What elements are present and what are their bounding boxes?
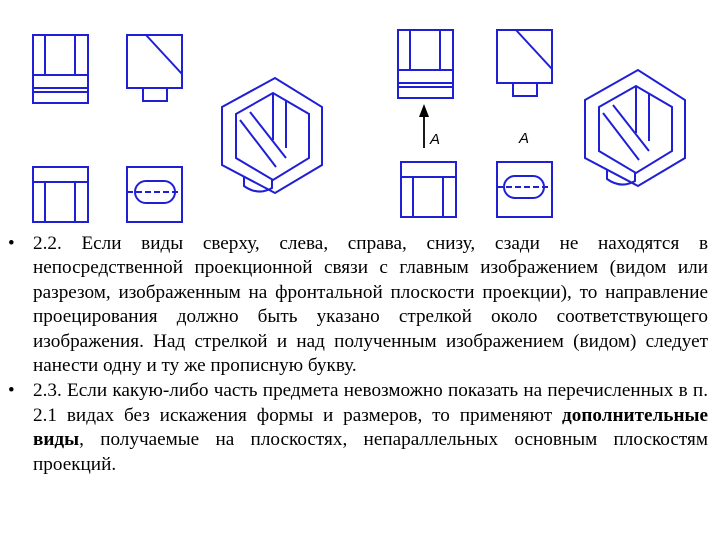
- isometric-view-right: [585, 70, 685, 186]
- top-view-left: [127, 167, 182, 222]
- list-item: [8, 379, 708, 477]
- paragraph-2-3: [33, 379, 708, 477]
- bullet-icon: •: [8, 380, 15, 402]
- term-additional-views: дополнительные виды: [33, 404, 708, 451]
- top-view-right: [497, 162, 552, 217]
- list-item: [8, 232, 708, 378]
- bottom-view-left: [33, 167, 88, 222]
- paragraph-text-end: , получаемые на плоскостях, непараллельных основным плоскостям проекций.: [33, 429, 708, 475]
- paragraph-text-start: 2.3. Если какую-либо часть предмета невозможно показать на перечисленных в п. 2.1 видах без искажения формы и размеров, то применяют: [33, 380, 708, 426]
- view-direction-arrow: [419, 104, 429, 148]
- text-block: [8, 232, 708, 478]
- view-letter-plain: A: [519, 130, 530, 147]
- isometric-view-left: [222, 78, 322, 193]
- front-view-left: [33, 35, 88, 103]
- view-letter-arrow: A: [430, 131, 441, 148]
- front-view-right: [398, 30, 453, 98]
- drawing-figures: [0, 0, 720, 230]
- bullet-icon: •: [8, 233, 15, 254]
- bottom-view-right: [401, 162, 456, 217]
- paragraph-2-2: 2.2. Если виды сверху, слева, справа, снизу, сзади не находятся в непосредственной проекционной связи с главным изображением (видом или разрезом, изображенным на фронтальной плоскости проекции), то направление проецирования должно быть указано стрелкой около соответствующего изображения. Над стрелкой и над полученным изображением (видом) следует нанести одну и ту же прописную букву.: [33, 233, 708, 377]
- side-view-left: [127, 35, 182, 101]
- side-view-right: [497, 30, 552, 96]
